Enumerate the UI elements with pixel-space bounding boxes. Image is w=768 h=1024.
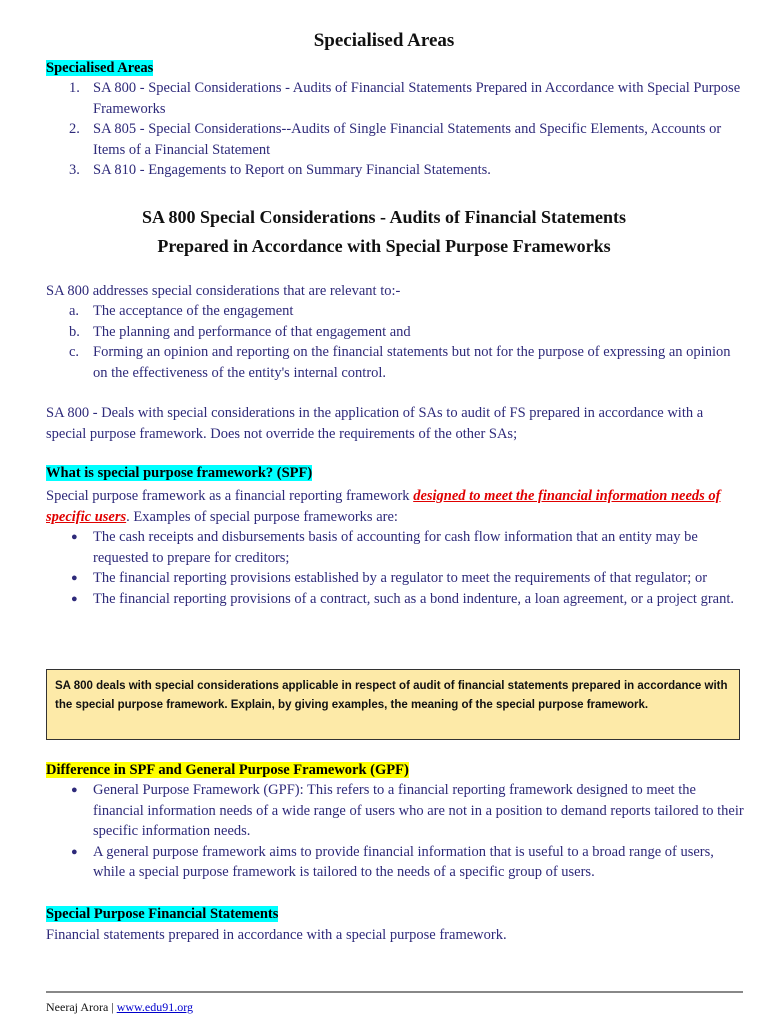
list-item bbox=[46, 301, 746, 322]
sa800-deals-paragraph: SA 800 - Deals with special considerations in the application of SAs to audit of FS prepared in accordance with a special purpose framework. Does not override the requirements of the other SAs; bbox=[46, 405, 704, 442]
bullet-icon: ● bbox=[71, 784, 78, 796]
heading-text: Specialised Areas bbox=[46, 60, 154, 76]
bullet-icon: ● bbox=[71, 531, 78, 543]
heading-text: Special Purpose Financial Statements bbox=[46, 906, 279, 922]
footer bbox=[46, 1000, 193, 1015]
spfs-definition: Financial statements prepared in accordance with a special purpose framework. bbox=[46, 927, 507, 943]
spf-intro-text: Special purpose framework as a financial reporting framework bbox=[46, 488, 414, 504]
section-heading-difference bbox=[46, 761, 409, 779]
difference-list bbox=[46, 780, 746, 883]
list-item bbox=[46, 322, 746, 343]
footer-website-link[interactable]: www.edu91.org bbox=[116, 1000, 194, 1014]
list-item bbox=[46, 160, 746, 181]
list-item-text: A general purpose framework aims to provide financial information that is useful to a broad range of users, while a special purpose framework is tailored to the needs of a specific group of users. bbox=[93, 843, 714, 880]
bullet-icon: ● bbox=[71, 845, 78, 858]
spf-intro-paragraph bbox=[46, 486, 746, 527]
footer-author: Neeraj Arora | bbox=[46, 1000, 117, 1014]
sa800-title-line-2: Prepared in Accordance with Special Purpose Frameworks bbox=[157, 236, 611, 256]
sa800-title-line-1: SA 800 Special Considerations - Audits of Financial Statements bbox=[141, 207, 627, 227]
exam-question-box: SA 800 deals with special considerations applicable in respect of audit of financial statements prepared in accordance with the special purpose framework. Explain, by giving examples, the meaning of the special purpose framework. bbox=[46, 669, 740, 740]
list-item-text: SA 800 - Special Considerations - Audits of Financial Statements Prepared in Accordance with Special Purpose Frameworks bbox=[93, 80, 741, 117]
list-item-text: Forming an opinion and reporting on the financial statements but not for the purpose of expressing an opinion on the effectiveness of the entity's internal control. bbox=[93, 344, 731, 381]
list-item-text: General Purpose Framework (GPF): This refers to a financial reporting framework designed to meet the financial information needs of a wide range of users who are not in a position to demand reports tailored to their specific information needs. bbox=[93, 782, 744, 839]
page-title: Specialised Areas bbox=[313, 30, 455, 51]
list-letter: a. bbox=[69, 303, 80, 319]
sa800-considerations-list bbox=[46, 301, 746, 383]
specialised-areas-list bbox=[46, 78, 746, 181]
list-number: 3. bbox=[69, 162, 80, 178]
section-heading-specialised-areas bbox=[46, 59, 153, 77]
spf-emphasis-text: designed to meet the financial information needs of specific users bbox=[46, 488, 721, 525]
list-item bbox=[46, 342, 746, 383]
list-item bbox=[46, 589, 746, 610]
bullet-icon: ● bbox=[71, 592, 78, 605]
list-item-text: SA 810 - Engagements to Report on Summary Financial Statements. bbox=[93, 162, 491, 178]
list-item-text: The cash receipts and disbursements basis of accounting for cash flow information that an entity may be requested to prepare for creditors; bbox=[93, 529, 698, 566]
list-item bbox=[46, 568, 746, 589]
list-number: 2. bbox=[69, 121, 80, 137]
list-item bbox=[46, 780, 746, 842]
list-item-text: The acceptance of the engagement bbox=[93, 303, 294, 319]
footer-divider bbox=[46, 991, 743, 993]
spf-intro-tail: . Examples of special purpose frameworks are: bbox=[126, 508, 398, 525]
list-number: 1. bbox=[69, 80, 80, 96]
sa800-title bbox=[0, 203, 768, 261]
list-item bbox=[46, 527, 746, 568]
section-heading-spfs bbox=[46, 905, 278, 923]
heading-text: Difference in SPF and General Purpose Framework (GPF) bbox=[46, 762, 409, 778]
list-letter: c. bbox=[69, 344, 80, 360]
list-item bbox=[46, 842, 746, 883]
heading-text: What is special purpose framework? (SPF) bbox=[46, 465, 313, 481]
list-item bbox=[46, 119, 746, 160]
sa800-intro: SA 800 addresses special considerations that are relevant to:- bbox=[46, 283, 401, 299]
bullet-icon: ● bbox=[71, 572, 78, 584]
spf-examples-list bbox=[46, 527, 746, 609]
list-item bbox=[46, 78, 746, 119]
list-item-text: The planning and performance of that engagement and bbox=[93, 323, 411, 340]
list-letter: b. bbox=[69, 323, 80, 340]
list-item-text: The financial reporting provisions of a contract, such as a bond indenture, a loan agreement, or a project grant. bbox=[93, 590, 734, 607]
list-item-text: SA 805 - Special Considerations--Audits of Single Financial Statements and Specific Elements, Accounts or Items of a Financial Statement bbox=[93, 121, 722, 158]
list-item-text: The financial reporting provisions established by a regulator to meet the requirements of that regulator; or bbox=[93, 570, 708, 586]
section-heading-spf bbox=[46, 464, 312, 482]
